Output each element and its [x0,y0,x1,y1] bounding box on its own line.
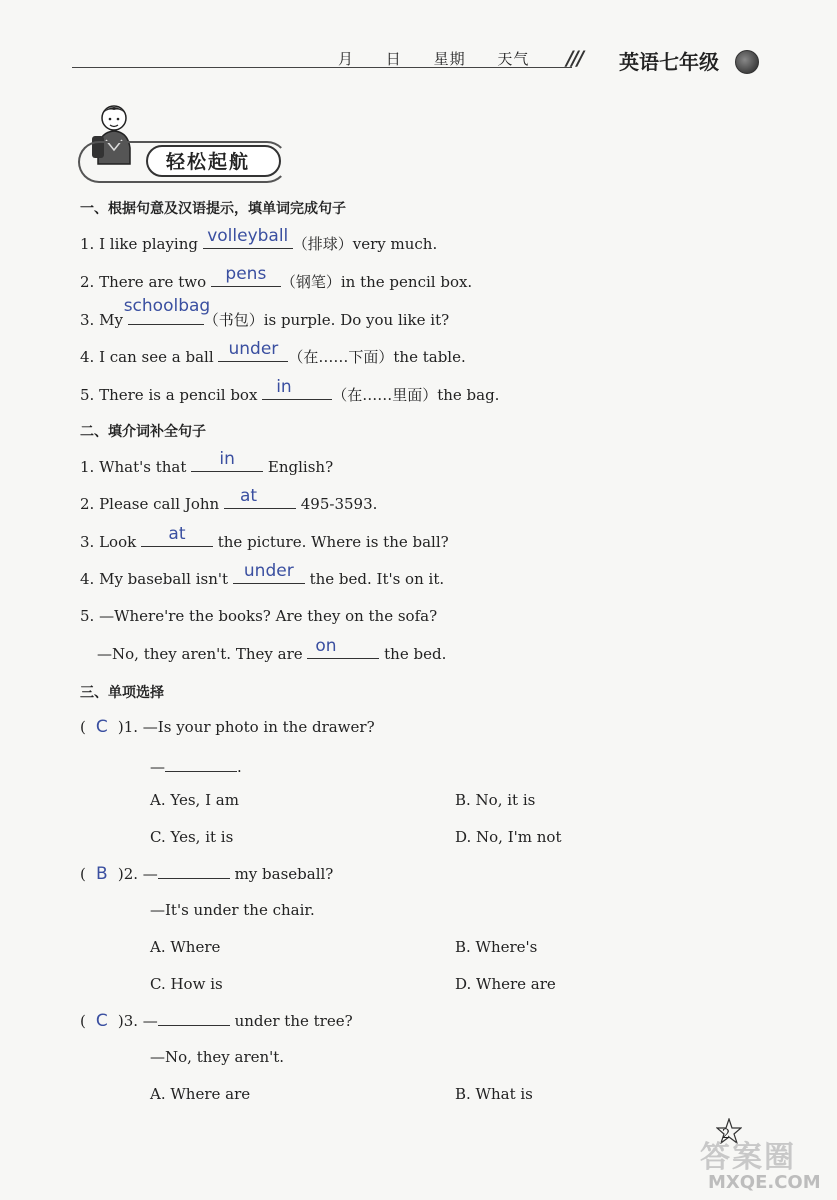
s3-q3-paren: ( [80,1012,86,1030]
s1-item-3-post: （书包）is purple. Do you like it? [203,311,450,329]
s1-item-2-answer: pens [225,264,267,284]
s1-item-3-blank[interactable] [123,296,211,325]
s3-q1-option-c[interactable]: C. Yes, it is [150,828,234,846]
s3-q3-reply: —No, they aren't. [150,1048,285,1066]
page-number: 2 [722,1127,731,1142]
s1-item-3 [80,296,450,330]
s3-q2-blank [158,864,230,879]
watermark-url: MXQE.COM [708,1172,821,1193]
s1-item-2-post: （钢笔）in the pencil box. [280,273,473,291]
s1-item-4-blank[interactable] [218,339,288,362]
header-day: 日 [385,50,402,68]
watermark-logo: 答案圈 [700,1140,796,1175]
s2-item-2-post: 495-3593. [295,495,378,513]
s2-item-2 [80,486,378,513]
s1-item-5 [80,377,500,405]
s2-item-5-answer: on [315,636,337,656]
s2-item-2-pre: 2. Please call John [80,495,224,513]
s2-item-1 [80,449,334,476]
s1-item-5-post: （在……里面）the bag. [332,386,500,404]
s1-item-4 [80,339,466,367]
s2-item-5-reply [97,636,447,663]
s3-q2-option-b[interactable]: B. Where's [455,938,538,956]
s3-q1-stem [80,717,375,737]
s3-q2-answer[interactable]: B [96,864,108,884]
s1-item-5-pre: 5. There is a pencil box [80,386,263,404]
s1-item-1-pre: 1. I like playing [80,235,203,253]
s1-item-3-answer: schoolbag [123,296,211,316]
s1-item-2 [80,264,473,292]
section3-title: 三、单项选择 [80,685,164,701]
s3-q1-option-a[interactable]: A. Yes, I am [150,791,239,809]
subject-title: 英语七年级 [619,50,719,74]
s1-item-4-answer: under [228,339,279,359]
s1-item-2-blank[interactable] [211,264,281,287]
s3-q1-reply [150,757,242,776]
s1-item-1-post: （排球）very much. [292,235,438,253]
s2-item-4-post: the bed. It's on it. [304,570,445,588]
header-weather: 天气 [497,50,530,68]
s3-q3-option-a[interactable]: A. Where are [150,1085,251,1103]
s3-q2-text: my baseball? [229,865,334,883]
s2-item-2-blank[interactable] [224,486,296,509]
s1-item-5-blank[interactable] [262,377,332,400]
s1-item-1-answer: volleyball [207,226,289,246]
s2-item-5-blank[interactable] [307,636,379,659]
s3-q3-stem [80,1011,353,1031]
s1-item-4-post: （在……下面）the table. [288,348,466,366]
s2-item-1-answer: in [219,449,235,469]
s1-item-5-answer: in [276,377,292,397]
s1-item-2-pre: 2. There are two [80,273,211,291]
s3-q2-num: )2. — [117,865,158,883]
s3-q1-blank [165,757,237,772]
s2-item-3-answer: at [168,524,186,544]
s3-q3-option-b[interactable]: B. What is [455,1085,533,1103]
s3-q1-option-b[interactable]: B. No, it is [455,791,536,809]
s3-q1-num: )1. — [117,718,158,736]
s2-item-5-reply-pre: —No, they aren't. They are [97,645,308,663]
s3-q1-option-d[interactable]: D. No, I'm not [455,828,562,846]
s2-item-4-answer: under [243,561,294,581]
s3-q3-answer[interactable]: C [95,1011,108,1031]
s3-q2-reply: —It's under the chair. [150,901,315,919]
s3-q1-paren: ( [80,718,86,736]
s2-item-4-blank[interactable] [233,561,305,584]
s1-item-3-pre: 3. My [80,311,128,329]
s3-q3-text: under the tree? [229,1012,353,1030]
header-date-fields [338,48,555,69]
s1-item-4-pre: 4. I can see a ball [80,348,219,366]
header-month: 月 [338,50,355,68]
s1-item-1-blank[interactable] [203,226,293,249]
s3-q3-blank [158,1011,230,1026]
s3-q2-option-d[interactable]: D. Where are [455,975,556,993]
section1-title: 一、根据句意及汉语提示，填单词完成句子 [80,201,346,217]
s3-q2-option-c[interactable]: C. How is [150,975,223,993]
s3-q1-text: Is your photo in the drawer? [157,718,375,736]
s3-q2-stem [80,864,333,884]
s3-q2-option-a[interactable]: A. Where [150,938,221,956]
s3-q1-reply-dash: — [150,758,165,776]
s2-item-2-answer: at [239,486,258,506]
header-slashes: /// [566,46,582,70]
s3-q1-reply-end: . [237,758,242,776]
banner-title: 轻松起航 [166,151,251,173]
s3-q1-answer[interactable]: C [95,717,108,737]
s2-item-3-pre: 3. Look [80,533,141,551]
s2-item-3-post: the picture. Where is the ball? [212,533,449,551]
s3-q3-num: )3. — [117,1012,158,1030]
s2-item-5-question: 5. —Where're the books? Are they on the sofa? [80,607,438,625]
s2-item-1-blank[interactable] [191,449,263,472]
s2-item-5-reply-post: the bed. [379,645,447,663]
s2-item-4 [80,561,445,588]
header-weekday: 星期 [433,50,466,68]
s2-item-4-pre: 4. My baseball isn't [80,570,233,588]
header-badge-icon [735,50,759,74]
s3-q2-paren: ( [80,865,86,883]
s2-item-1-pre: 1. What's that [80,458,192,476]
section2-title: 二、填介词补全句子 [80,424,206,440]
s2-item-3 [80,524,449,551]
s2-item-1-post: English? [263,458,334,476]
s1-item-1 [80,226,438,254]
s2-item-3-blank[interactable] [141,524,213,547]
s2-item-5 [80,607,437,625]
